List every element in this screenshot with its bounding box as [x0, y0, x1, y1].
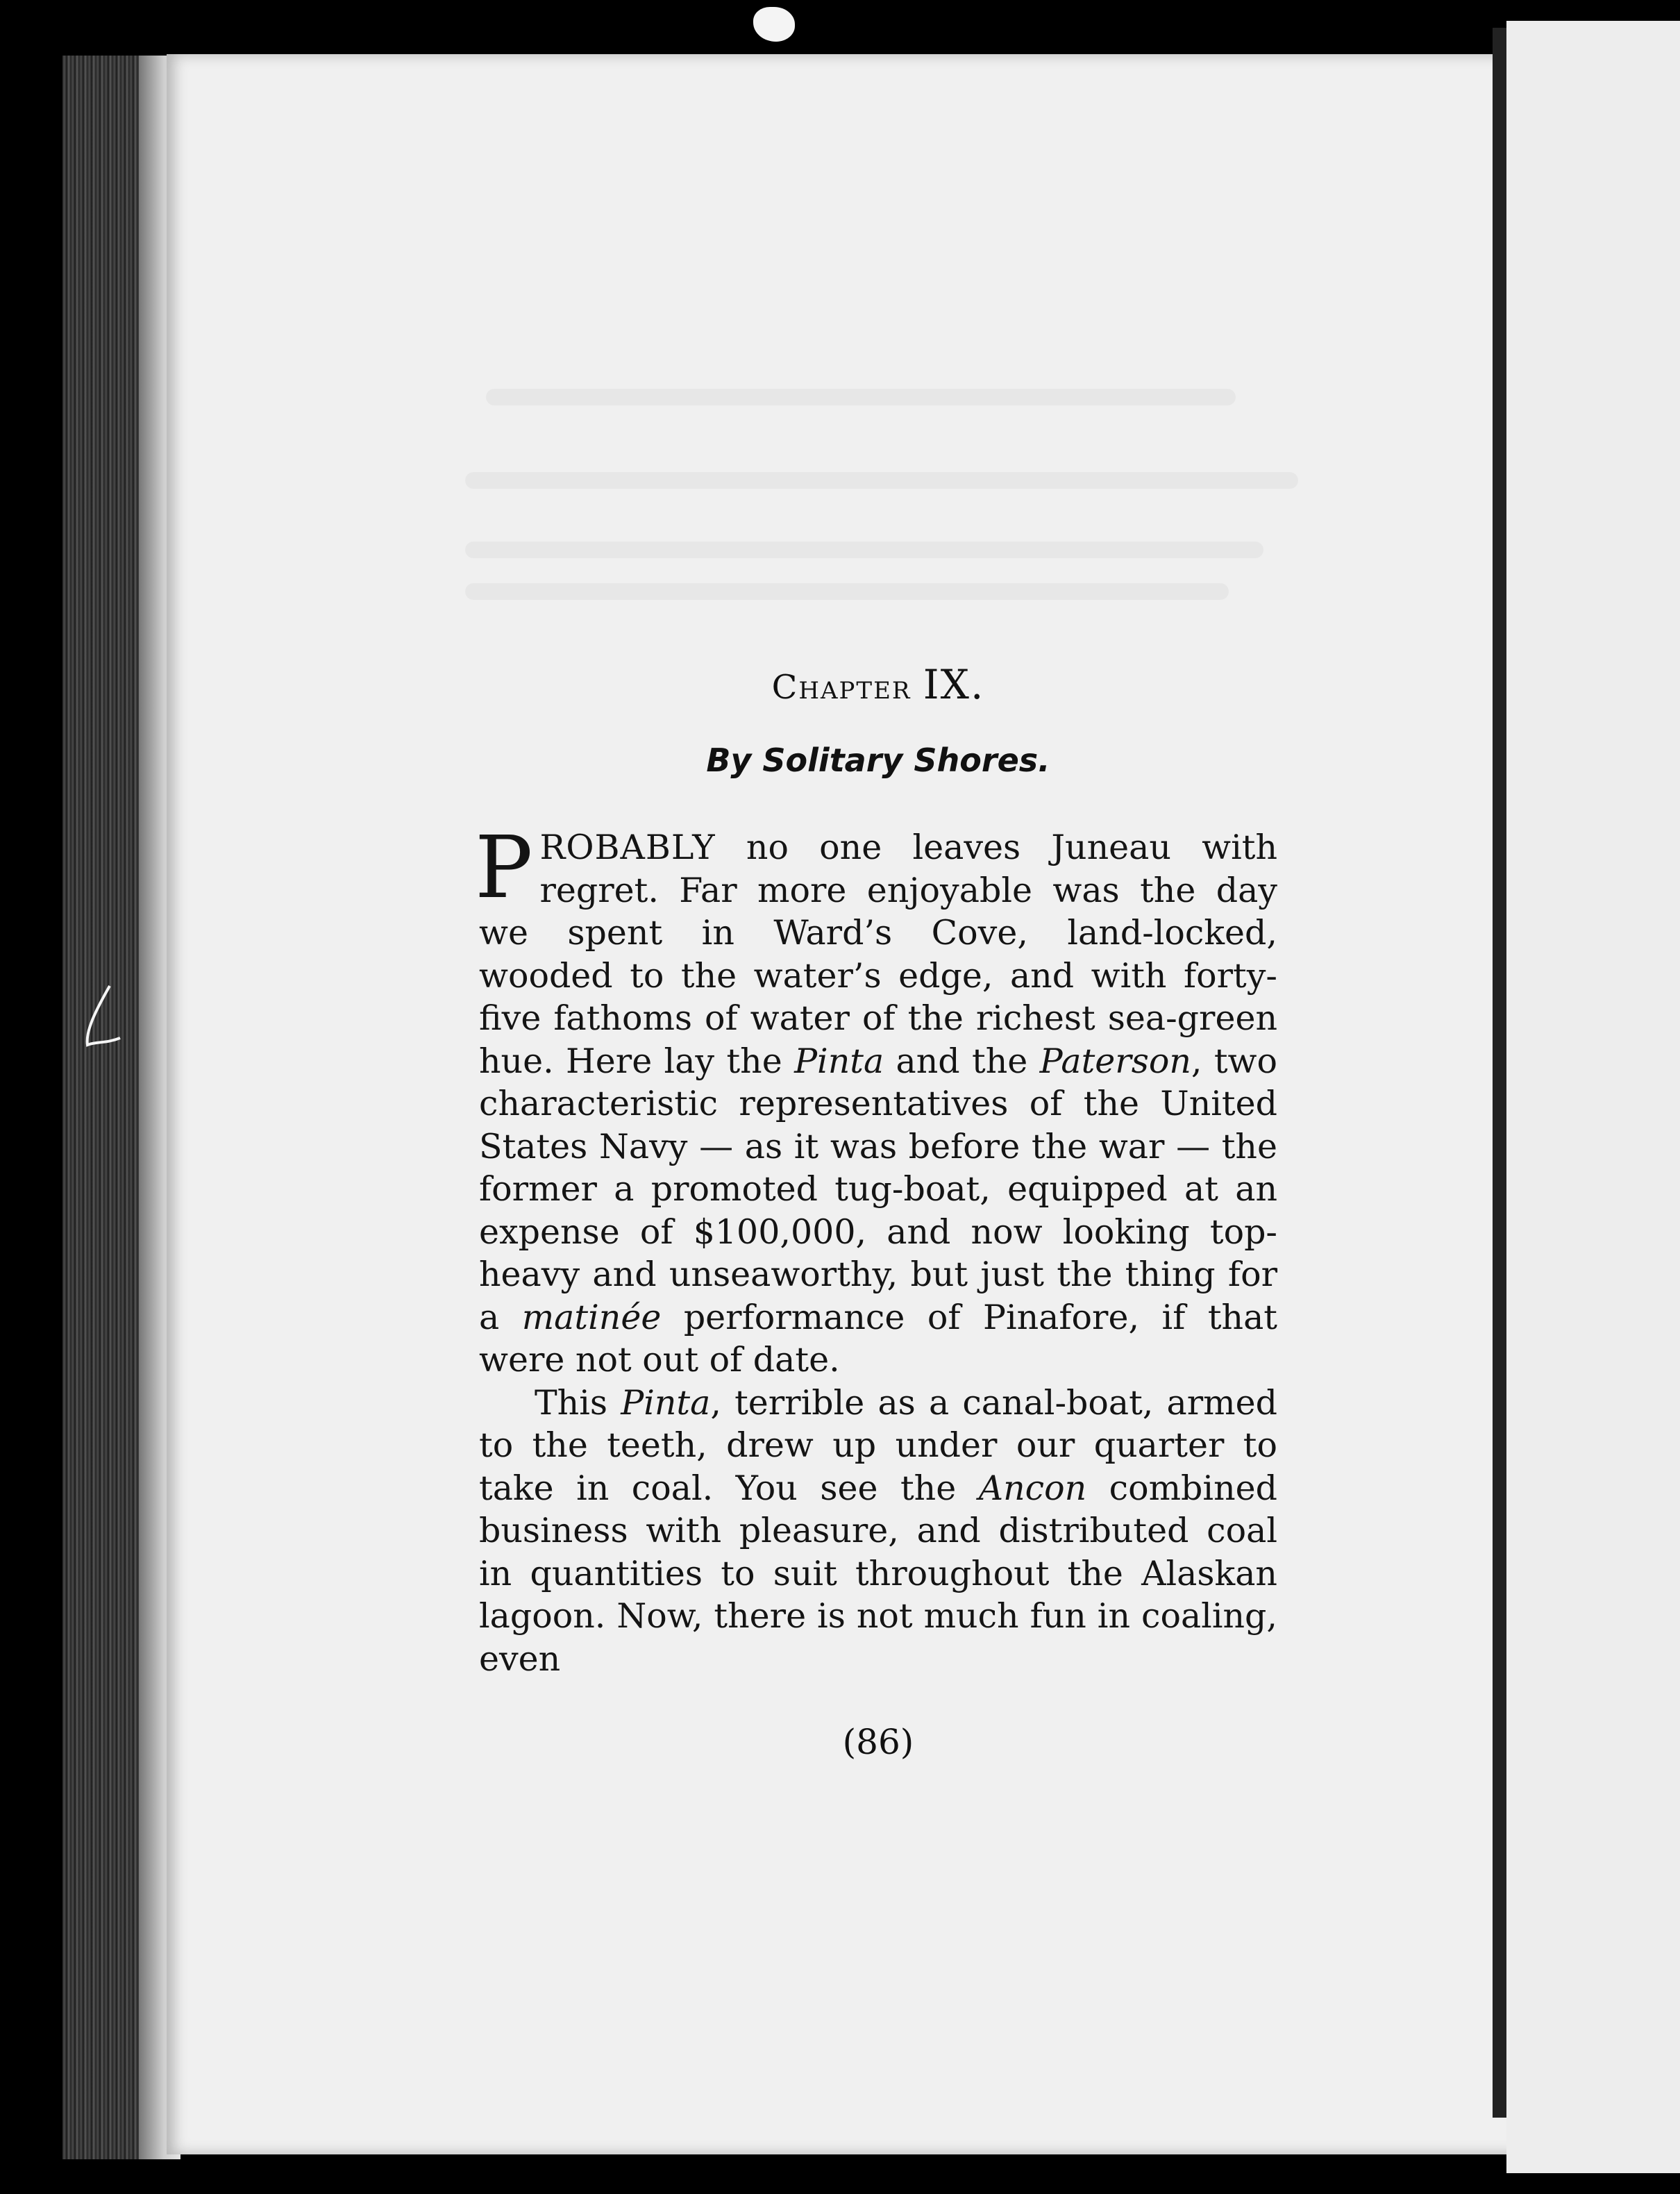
- chapter-label: Chapter: [771, 668, 912, 707]
- ship-name: Pinta: [794, 1041, 884, 1081]
- body-text: [475, 818, 1277, 1680]
- ship-name: Ancon: [978, 1468, 1087, 1508]
- page-edges: [62, 56, 180, 2159]
- scan-speck: [753, 7, 795, 42]
- facing-page-edge: [1506, 21, 1680, 2173]
- ship-name: Pinta: [621, 1382, 711, 1423]
- margin-pencil-mark: [82, 982, 124, 1052]
- drop-cap: P: [475, 818, 533, 918]
- paragraph-text: performance of Pinafore, if that were not out of date.: [479, 1297, 1277, 1380]
- gutter-shadow: [1493, 28, 1506, 2118]
- bleed-through-line: [486, 389, 1236, 405]
- paragraph-text: , terrible as a canal-boat, armed to the teeth, drew up under our quarter to take in coal. You see the: [479, 1382, 1277, 1508]
- chapter-numeral: IX.: [923, 661, 985, 708]
- paragraph: [479, 1382, 1277, 1681]
- paragraph-text: and the: [884, 1041, 1040, 1081]
- chapter-heading: [479, 661, 1277, 708]
- bleed-through-line: [465, 583, 1229, 600]
- paragraph-text: no one leaves Juneau with regret. Far more enjoyable was the day we spent in Ward’s Cove, land-locked, wooded to the water’s edge, and with forty-five fathoms of water of the richest sea-green hue. Here lay the: [479, 828, 1277, 1081]
- paragraph: [475, 818, 1277, 1382]
- paragraph-text: , two characteristic representatives of the United States Navy — as it was before the war — the former a promoted tug-boat, equipped at an expense of $100,000, and now looking top-heavy and unseaworthy, but just the thing for a: [479, 1041, 1277, 1337]
- lead-word: ROBABLY: [539, 828, 716, 867]
- italic-word: matinée: [521, 1297, 662, 1337]
- bleed-through-line: [465, 472, 1298, 489]
- bleed-through-line: [465, 542, 1263, 558]
- ship-name: Paterson: [1039, 1041, 1191, 1081]
- paragraph-text: combined business with pleasure, and distributed coal in quantities to suit throughout the Alaskan lagoon. Now, there is not much fun in coaling, even: [479, 1468, 1277, 1679]
- page-number: (86): [842, 1722, 914, 1762]
- chapter-title: By Solitary Shores.: [706, 742, 1050, 779]
- paragraph-text: This: [535, 1382, 621, 1423]
